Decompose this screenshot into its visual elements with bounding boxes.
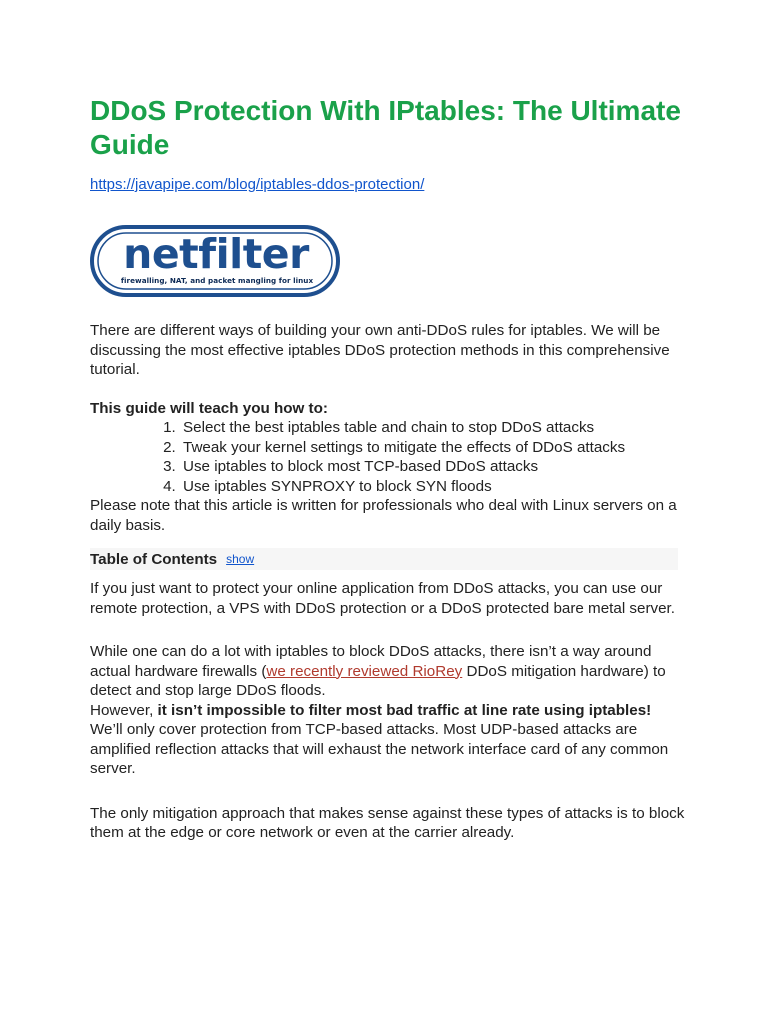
page-title: DDoS Protection With IPtables: The Ultimate Guide xyxy=(90,95,681,160)
list-item: 4. Use iptables SYNPROXY to block SYN floods xyxy=(180,477,690,497)
hardware-firewall-paragraph xyxy=(90,642,690,701)
however-paragraph xyxy=(90,701,690,721)
article xyxy=(90,94,690,843)
note-paragraph: Please note that this article is written for professionals who deal with Linux servers on a daily basis. xyxy=(90,497,677,534)
toc-show-toggle[interactable]: show xyxy=(226,552,255,566)
table-of-contents xyxy=(90,548,678,570)
toc-label: Table of Contents xyxy=(90,550,218,568)
guide-steps-list xyxy=(90,418,690,496)
tcp-attacks-paragraph: We’ll only cover protection from TCP-based attacks. Most UDP-based attacks are amplified reflection attacks that will exhaust the network interface card of any common server. xyxy=(90,721,669,777)
netfilter-logo xyxy=(90,225,340,297)
list-item: 2. Tweak your kernel settings to mitigate the effects of DDoS attacks xyxy=(180,438,690,458)
logo-tagline: firewalling, NAT, and packet mangling for linux xyxy=(120,276,314,285)
however-text: However, xyxy=(90,701,158,719)
guide-heading: This guide will teach you how to: xyxy=(90,399,328,417)
riorey-review-link[interactable]: we recently reviewed RioRey xyxy=(266,662,463,680)
logo-wordmark: netfilter xyxy=(123,230,309,278)
source-url-link[interactable]: https://javapipe.com/blog/iptables-ddos-protection/ xyxy=(90,176,425,193)
list-item: 1. Select the best iptables table and chain to stop DDoS attacks xyxy=(180,418,690,438)
hardware-text-before: While one can do a lot with iptables to block DDoS attacks, there isn’t a way around actual hardware firewalls ( xyxy=(90,643,652,680)
remote-protection-paragraph: If you just want to protect your online application from DDoS attacks, you can use our remote protection, a VPS with DDoS protection or a DDoS protected bare metal server. xyxy=(90,580,675,617)
intro-paragraph: There are different ways of building your own anti-DDoS rules for iptables. We will be discussing the most effective iptables DDoS protection methods in this comprehensive tutorial. xyxy=(90,322,670,378)
hardware-text-after: DDoS mitigation hardware) to detect and stop large DDoS floods. xyxy=(90,662,666,699)
edge-mitigation-paragraph: The only mitigation approach that makes sense against these types of attacks is to block them at the edge or core network or even at the carrier already. xyxy=(90,804,685,841)
list-item: 3. Use iptables to block most TCP-based DDoS attacks xyxy=(180,457,690,477)
however-bold-text: it isn’t impossible to filter most bad traffic at line rate using iptables! xyxy=(157,701,652,719)
